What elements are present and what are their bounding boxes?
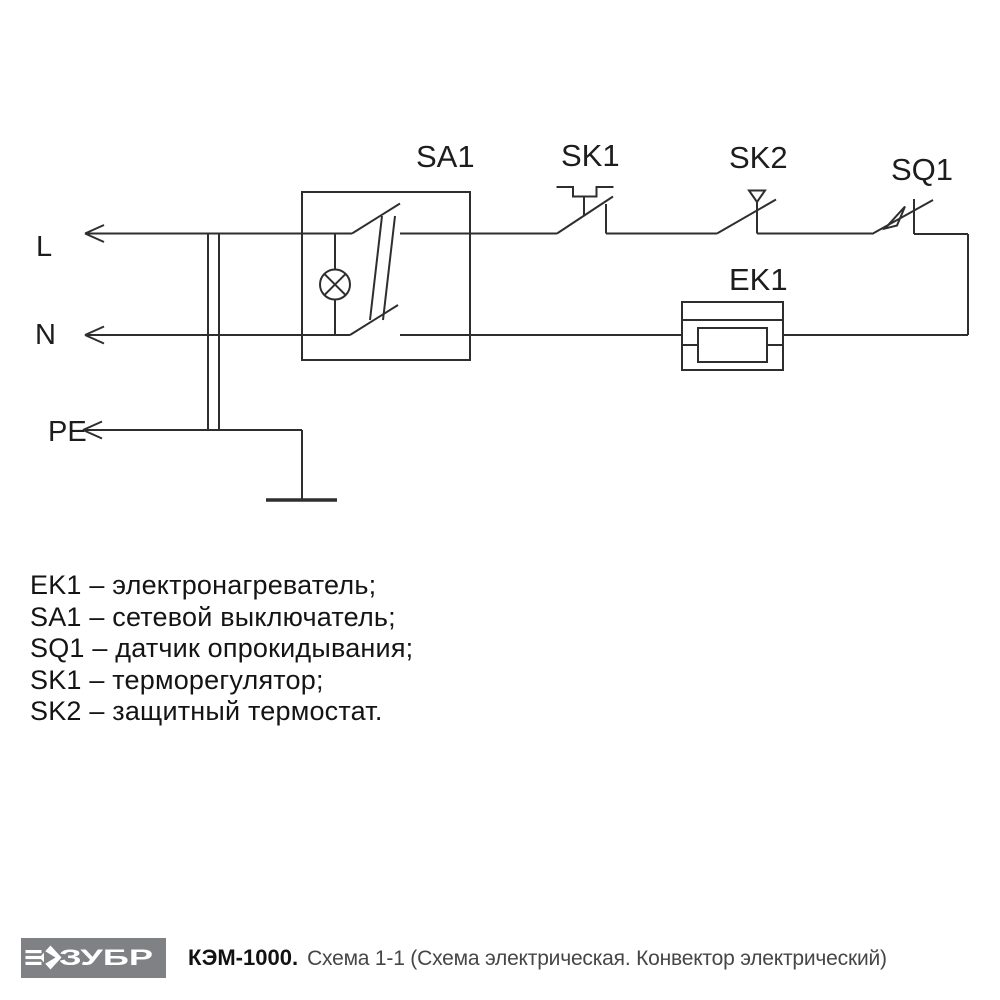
legend-item-sk2: SK2 – защитный термостат.: [30, 696, 383, 726]
legend-item-ek1: EK1 – электронагреватель;: [30, 570, 377, 600]
footer-title: [188, 945, 887, 971]
terminal-n-label: N: [35, 319, 56, 351]
footer-caption: Схема 1-1 (Схема электрическая. Конвектор электрический): [307, 947, 887, 970]
switch-sk1-symbol: [557, 187, 718, 234]
terminal-n-arrow-icon: [85, 327, 350, 344]
label-sq1: SQ1: [891, 152, 954, 187]
earth-ground-icon: [266, 430, 337, 500]
legend-item-sq1: SQ1 – датчик опрокидывания;: [30, 633, 414, 663]
footer-model: КЭМ-1000.: [188, 945, 299, 970]
label-ek1: EK1: [729, 262, 788, 297]
terminal-l-label: L: [36, 231, 53, 263]
footer-bar: [21, 938, 887, 978]
legend-item-sa1: SA1 – сетевой выключатель;: [30, 601, 396, 632]
label-sk2: SK2: [729, 140, 788, 175]
switch-sa1-symbol: [302, 192, 682, 360]
heater-ek1-symbol: [682, 302, 783, 370]
terminal-pe-label: PE: [48, 416, 87, 448]
switch-sq1-symbol: [872, 199, 968, 234]
label-sk1: SK1: [561, 138, 620, 173]
indicator-lamp-icon: [320, 234, 350, 336]
legend-item-sk1: SK1 – терморегулятор;: [30, 664, 324, 695]
terminal-pe-arrow-icon: [83, 422, 302, 439]
connector-lines: [208, 234, 219, 431]
zubr-logo: [21, 938, 166, 978]
legend: [30, 570, 413, 728]
zubr-brand-text: ЗУБР: [59, 945, 153, 970]
wire-right-return: [783, 234, 968, 335]
switch-sk2-symbol: [717, 191, 872, 234]
label-sa1: SA1: [416, 139, 475, 174]
